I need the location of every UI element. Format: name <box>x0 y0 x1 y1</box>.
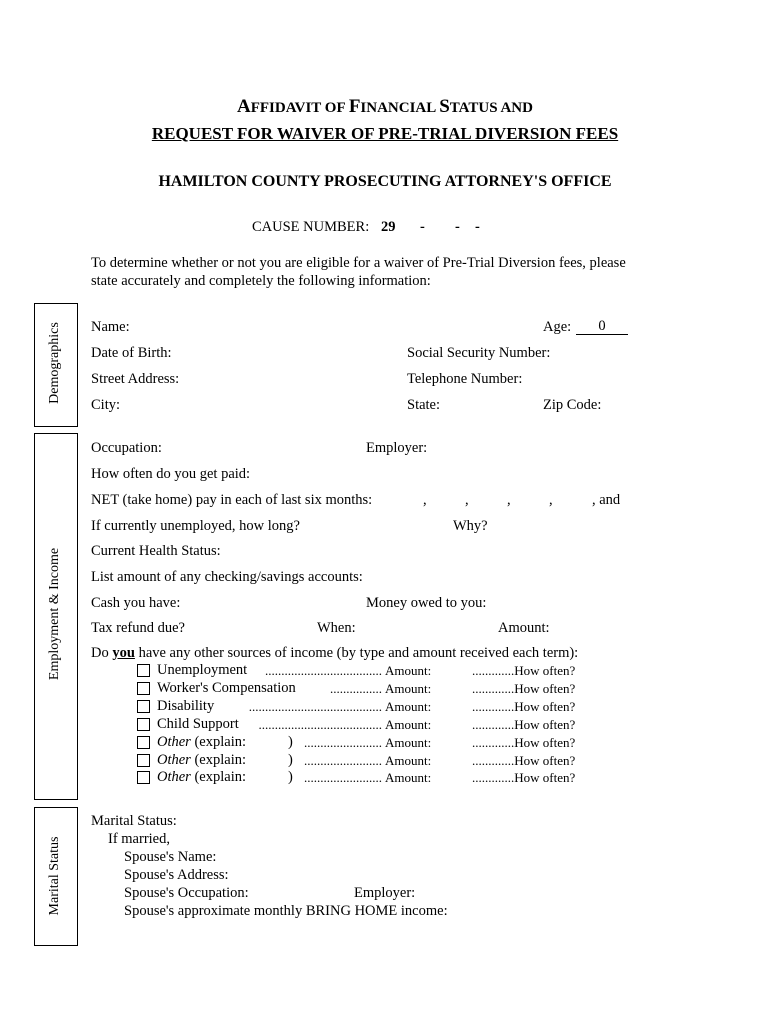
state-label: State: <box>407 397 441 413</box>
income-source-checkbox[interactable] <box>137 682 150 695</box>
income-source-label: Other (explain: <box>157 769 247 785</box>
unemployed-label: If currently unemployed, how long? <box>91 518 300 534</box>
net-pay-separator: , and <box>592 492 621 508</box>
net-pay-separator: , <box>465 492 469 508</box>
tax-amount-label: Amount: <box>498 620 550 636</box>
income-source-checkbox[interactable] <box>137 736 150 749</box>
net-pay-separator: , <box>549 492 553 508</box>
form-title-line2: REQUEST FOR WAIVER OF PRE-TRIAL DIVERSION FEES <box>151 124 619 143</box>
leader-dots: .................................... <box>265 663 382 678</box>
income-source-label: Child Support <box>157 716 239 732</box>
income-frequency-label: .............How often? <box>472 717 576 732</box>
income-amount-label: Amount: <box>385 663 432 678</box>
leader-dots: ................ <box>330 681 382 696</box>
intro-text: state accurately and completely the following information: <box>91 273 431 289</box>
age-label: Age: <box>543 319 572 335</box>
intro-text: To determine whether or not you are eligible for a waiver of Pre-Trial Diversion fees, please <box>91 255 626 271</box>
spouse-occupation-label: Spouse's Occupation: <box>124 885 249 901</box>
income-source-checkbox[interactable] <box>137 771 150 784</box>
cause-number-dash: - <box>475 219 480 235</box>
spouse-employer-label: Employer: <box>354 885 416 901</box>
zip-label: Zip Code: <box>543 397 602 413</box>
age-value[interactable]: 0 <box>576 319 628 335</box>
income-amount-label: Amount: <box>385 699 432 714</box>
net-pay-separator: , <box>423 492 427 508</box>
income-frequency-label: .............How often? <box>472 681 576 696</box>
income-source-label: Other (explain: <box>157 734 247 750</box>
spouse-name-label: Spouse's Name: <box>124 849 217 865</box>
street-address-label: Street Address: <box>91 371 180 387</box>
occupation-label: Occupation: <box>91 440 162 456</box>
city-label: City: <box>91 397 121 413</box>
accounts-label: List amount of any checking/savings accounts: <box>91 569 363 585</box>
cause-number-dash: - <box>455 219 460 235</box>
income-source-label: Worker's Compensation <box>157 680 296 696</box>
leader-dots: ......................................... <box>248 699 382 714</box>
spouse-address-label: Spouse's Address: <box>124 867 229 883</box>
leader-dots: ........................ <box>304 735 382 750</box>
spouse-income-label: Spouse's approximate monthly BRING HOME income: <box>124 903 448 919</box>
form-title-line1: AFFIDAVIT OF FINANCIAL STATUS AND <box>237 96 533 117</box>
money-owed-label: Money owed to you: <box>366 595 487 611</box>
income-source-checkbox[interactable] <box>137 700 150 713</box>
other-income-question: Do you have any other sources of income (by type and amount received each term): <box>91 645 579 661</box>
tax-refund-label: Tax refund due? <box>91 620 185 636</box>
office-name: HAMILTON COUNTY PROSECUTING ATTORNEY'S OFFICE <box>158 173 612 190</box>
income-amount-label: Amount: <box>385 735 432 750</box>
explain-close-paren: ) <box>288 769 293 785</box>
income-amount-label: Amount: <box>385 681 432 696</box>
income-source-checkbox[interactable] <box>137 718 150 731</box>
leader-dots: ........................ <box>304 770 382 785</box>
marital-status-label: Marital Status: <box>91 813 177 829</box>
income-source-label: Disability <box>157 698 215 714</box>
income-source-checkbox[interactable] <box>137 664 150 677</box>
income-source-label: Other (explain: <box>157 752 247 768</box>
income-frequency-label: .............How often? <box>472 735 576 750</box>
tax-when-label: When: <box>317 620 356 636</box>
ssn-label: Social Security Number: <box>407 345 551 361</box>
income-source-label: Unemployment <box>157 662 248 678</box>
cause-number-value[interactable]: 29 <box>381 219 396 235</box>
income-amount-label: Amount: <box>385 717 432 732</box>
if-married-label: If married, <box>108 831 170 847</box>
income-amount-label: Amount: <box>385 770 432 785</box>
cash-label: Cash you have: <box>91 595 181 611</box>
income-source-checkbox[interactable] <box>137 754 150 767</box>
income-frequency-label: .............How often? <box>472 770 576 785</box>
name-label: Name: <box>91 319 130 335</box>
telephone-label: Telephone Number: <box>407 371 523 387</box>
cause-number-dash: - <box>420 219 425 235</box>
marital-section-label: Marital Status <box>47 836 62 916</box>
leader-dots: ........................ <box>304 753 382 768</box>
employment-section-label: Employment & Income <box>47 547 62 681</box>
net-pay-label: NET (take home) pay in each of last six months: <box>91 492 373 508</box>
income-frequency-label: .............How often? <box>472 663 576 678</box>
income-frequency-label: .............How often? <box>472 753 576 768</box>
dob-label: Date of Birth: <box>91 345 172 361</box>
pay-frequency-label: How often do you get paid: <box>91 466 251 482</box>
health-status-label: Current Health Status: <box>91 543 221 559</box>
leader-dots: ...................................... <box>258 717 382 732</box>
demographics-section-label: Demographics <box>47 322 62 404</box>
why-label: Why? <box>453 518 488 534</box>
income-frequency-label: .............How often? <box>472 699 576 714</box>
explain-close-paren: ) <box>288 752 293 768</box>
cause-number-label: CAUSE NUMBER: <box>252 219 370 235</box>
explain-close-paren: ) <box>288 734 293 750</box>
income-amount-label: Amount: <box>385 753 432 768</box>
employer-label: Employer: <box>366 440 428 456</box>
net-pay-separator: , <box>507 492 511 508</box>
